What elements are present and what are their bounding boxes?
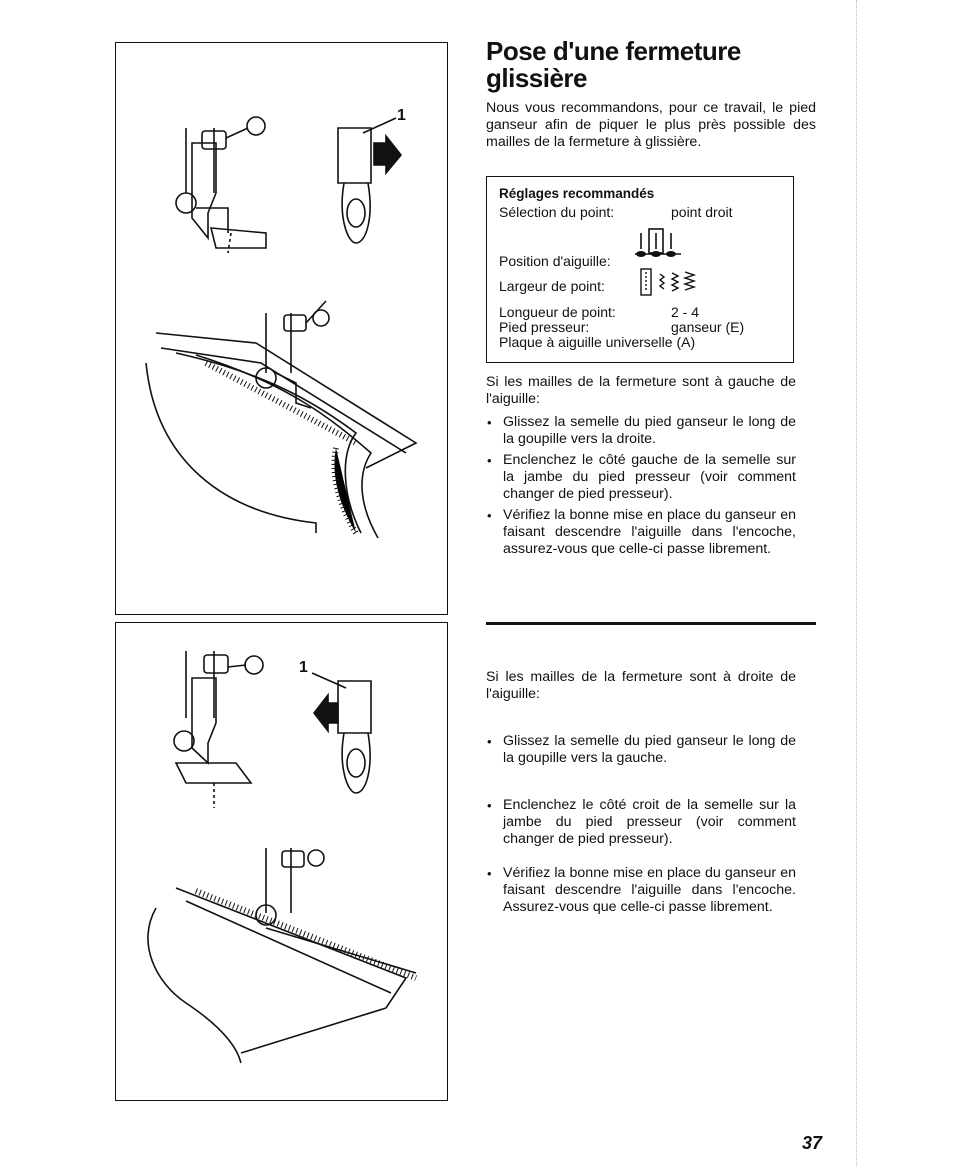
text-column [486, 38, 816, 151]
stitch-length-label: Longueur de point: [499, 304, 616, 320]
stitch-selection-value: point droit [671, 204, 733, 220]
right-of-needle-section [486, 669, 796, 703]
illustration-panel-top [115, 42, 448, 615]
list-item: • Enclenchez le côté croit de la semelle sur la jambe du pied presseur (voir comment changer de pied presseur). [486, 797, 796, 848]
zipper-foot-right-illustration [116, 43, 449, 616]
page-number: 37 [802, 1133, 823, 1153]
stitch-width-label: Largeur de point: [499, 278, 605, 294]
right-instructions-list [486, 797, 796, 848]
presser-foot-value: ganseur (E) [671, 319, 745, 335]
right-instruction-2 [486, 797, 796, 852]
needle-position-label: Position d'aiguille: [499, 253, 611, 269]
list-item: • Vérifiez la bonne mise en place du ganseur en faisant descendre l'aiguille dans l'encoche. Assurez-vous que celle-ci passe librement. [486, 865, 796, 916]
page-edge-dotted-line [856, 0, 858, 1166]
recommended-settings-box [486, 176, 794, 363]
list-item: • Enclenchez le côté gauche de la semelle sur la jambe du pied presseur (voir comment changer de pied presseur). [486, 452, 796, 503]
right-instruction-3 [486, 865, 796, 920]
list-item: • Vérifiez la bonne mise en place du ganseur en faisant descendre l'aiguille dans l'encoche, assurez-vous que celle-ci passe librement. [486, 507, 796, 558]
settings-heading: Réglages recommandés [499, 186, 655, 201]
page-title: Pose d'une fermeture glissière [486, 36, 741, 93]
right-instruction-1 [486, 733, 796, 771]
stitch-length-value: 2 - 4 [671, 304, 700, 320]
presser-foot-label: Pied presseur: [499, 319, 590, 335]
left-instructions-list [486, 414, 796, 558]
needle-position-icon [635, 227, 681, 261]
intro-paragraph: Nous vous recommandons, pour ce travail, le pied ganseur afin de piquer le plus près possible des mailles de la fermeture à glissière. [486, 100, 816, 150]
list-item: • Glissez la semelle du pied ganseur le long de la goupille vers la gauche. [486, 733, 796, 767]
stitch-selection-label: Sélection du point: [499, 204, 615, 220]
zipper-foot-left-illustration [116, 623, 449, 1102]
callout-number: 1 [397, 107, 406, 124]
right-instructions-list [486, 865, 796, 916]
needle-plate-text: Plaque à aiguille universelle (A) [499, 334, 696, 350]
callout-number: 1 [299, 659, 308, 676]
list-item: • Glissez la semelle du pied ganseur le long de la goupille vers la droite. [486, 414, 796, 448]
left-of-needle-section [486, 374, 796, 562]
section-divider [486, 622, 816, 625]
right-instructions-list [486, 733, 796, 767]
stitch-width-icon [640, 268, 710, 296]
left-condition-text: Si les mailles de la fermeture sont à gauche de l'aiguille: [486, 374, 796, 407]
illustration-panel-bottom [115, 622, 448, 1101]
right-condition-text: Si les mailles de la fermeture sont à droite de l'aiguille: [486, 669, 796, 702]
